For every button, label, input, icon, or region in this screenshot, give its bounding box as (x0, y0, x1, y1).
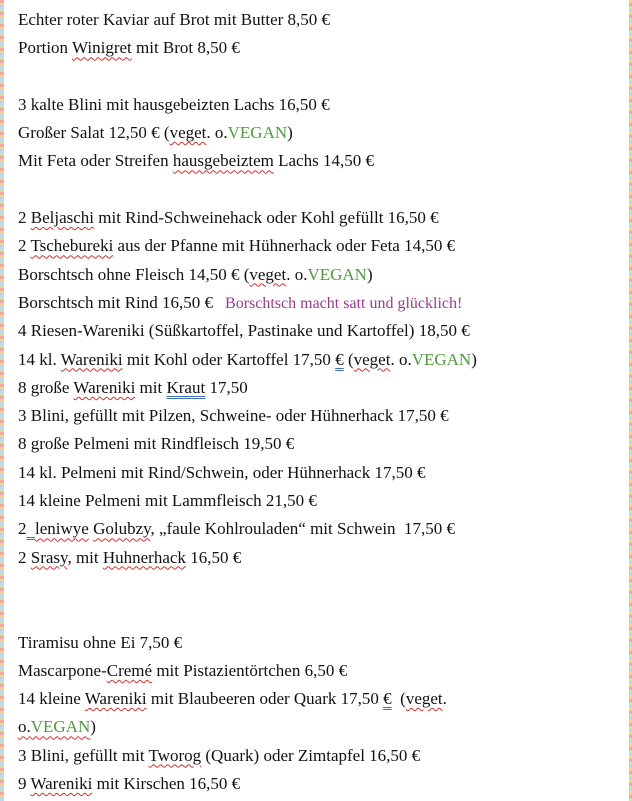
grammar-mark: Kraut (166, 377, 206, 397)
menu-item-wareniki-blaubeeren-continued (18, 713, 614, 741)
text-fragment: ) (366, 264, 373, 284)
spellcheck-word: Winigret (72, 38, 132, 58)
spellcheck-word: Beljaschi (30, 208, 95, 228)
text-fragment: Portion (18, 38, 73, 58)
menu-item-blini-pilze: 3 Blini, gefüllt mit Pilzen, Schweine- oder Hühnerhack 17,50 € (18, 406, 449, 426)
text-fragment: ( (343, 349, 354, 369)
menu-item-wareniki-kohl (18, 346, 614, 374)
menu-item-borschtsch-rind (18, 289, 614, 317)
text-fragment: 8 große (18, 377, 74, 397)
menu-item-blini-tworog (18, 742, 614, 770)
text-fragment: (Quark) oder Zimtapfel 16,50 € (201, 745, 421, 765)
menu-item-srasy (18, 544, 614, 572)
menu-item-pelmeni-klein: 14 kl. Pelmeni mit Rind/Schwein, oder Hühnerhack 17,50 € (18, 462, 426, 482)
text-fragment: 14 kleine (18, 689, 85, 709)
grammar-mark: € (335, 349, 344, 369)
spellcheck-word: Wareniki (60, 349, 123, 369)
text-fragment: 16,50 € (185, 547, 242, 567)
menu-item-wareniki-kirschen (18, 770, 614, 798)
menu-item-golubzy (18, 515, 614, 543)
vegan-label: VEGAN (227, 123, 288, 143)
page-edge-decoration-left (0, 0, 4, 801)
text-fragment: mit Kirschen 16,50 € (92, 774, 241, 794)
menu-item-feta-lachs (18, 147, 614, 175)
text-fragment: ) (287, 123, 293, 143)
spellcheck-word: veget (169, 123, 207, 143)
text-fragment: o. (18, 717, 31, 737)
text-fragment: mit Kohl oder Kartoffel 17,50 (122, 349, 336, 369)
text-fragment: 2 (18, 236, 31, 256)
text-fragment: ) (90, 717, 96, 737)
menu-item-borschtsch-ohne-fleisch (18, 261, 614, 289)
vegan-label: VEGAN (307, 264, 367, 284)
text-fragment: 9 (18, 774, 31, 794)
text-fragment: Borschtsch mit Rind 16,50 € (18, 292, 214, 312)
spellcheck-word: Srasy (30, 547, 68, 567)
text-fragment: 2 (18, 208, 31, 228)
text-fragment: 3 Blini, gefüllt mit (18, 745, 149, 765)
text-fragment: . o. (206, 123, 228, 143)
blank-line (18, 176, 614, 204)
text-fragment: . o. (286, 264, 308, 284)
spellcheck-word: Huhnerhack (102, 547, 186, 567)
text-fragment: mit Blaubeeren oder Quark 17,50 (146, 689, 384, 709)
blank-line (18, 63, 614, 91)
text-fragment: mit Pistazientörtchen 6,50 € (152, 660, 348, 680)
menu-item-kaviar: Echter roter Kaviar auf Brot mit Butter 8,50 € (18, 10, 331, 29)
text-fragment: 14 kl. (18, 349, 61, 369)
menu-item-wareniki-blaubeeren (18, 685, 614, 713)
spellcheck-word: Wareniki (84, 689, 147, 709)
text-fragment: aus der Pfanne mit Hühnerhack oder Feta 14,50 € (113, 236, 456, 256)
blank-lines (18, 572, 614, 629)
spellcheck-word: leniwye (35, 519, 89, 539)
text-fragment: ( (391, 689, 406, 709)
spellcheck-word: Wareniki (30, 774, 93, 794)
menu-item-pelmeni-rind: 8 große Pelmeni mit Rindfleisch 19,50 € (18, 434, 295, 454)
menu-item-tschebureki (18, 232, 614, 260)
text-fragment: mit Brot 8,50 € (131, 38, 240, 58)
text-fragment: Großer Salat 12,50 € ( (18, 123, 170, 143)
menu-item-beljaschi (18, 204, 614, 232)
spellcheck-word: hausgebeiztem (172, 151, 274, 171)
borschtsch-slogan: Borschtsch macht satt und glücklich! (225, 294, 463, 312)
menu-item-wareniki-kraut (18, 374, 614, 402)
menu-item-pelmeni-lamm: 14 kleine Pelmeni mit Lammfleisch 21,50 € (18, 491, 317, 511)
text-fragment: mit (135, 377, 167, 397)
text-fragment: ) (471, 349, 477, 369)
text-fragment: mit Rind-Schweinehack oder Kohl gefüllt 16,50 € (94, 208, 439, 228)
menu-item-mascarpone (18, 657, 614, 685)
text-fragment: 17,50 (205, 377, 248, 397)
spellcheck-word: Cremé (106, 660, 153, 680)
text-fragment: . (442, 689, 447, 709)
text-fragment: , „faule Kohlrouladen“ mit Schwein 17,50 € (150, 519, 456, 539)
spellcheck-word: veget (405, 689, 443, 709)
menu-item-salat (18, 119, 614, 147)
text-fragment: Borschtsch ohne Fleisch 14,50 € ( (18, 264, 250, 284)
menu-item-tiramisu: Tiramisu ohne Ei 7,50 € (18, 632, 183, 652)
spellcheck-word: Tschebureki (30, 236, 114, 256)
menu-item-blini-lachs: 3 kalte Blini mit hausgebeizten Lachs 16,50 € (18, 94, 330, 114)
spellcheck-word: veget (249, 264, 287, 284)
grammar-mark (27, 519, 36, 538)
menu-item-riesen-wareniki: 4 Riesen-Wareniki (Süßkartoffel, Pastinake und Kartoffel) 18,50 € (18, 321, 470, 341)
vegan-label: VEGAN (411, 349, 472, 369)
text-fragment: . o. (390, 349, 412, 369)
grammar-mark: € (383, 689, 392, 709)
spellcheck-word: Wareniki (73, 377, 136, 397)
text-fragment: Lachs 14,50 € (273, 151, 374, 171)
spellcheck-word: veget (353, 349, 391, 369)
menu-document (18, 6, 614, 798)
spellcheck-word: Golubzy (93, 519, 151, 539)
spellcheck-word: Tworog (148, 745, 202, 765)
menu-item-winigret (18, 34, 614, 62)
text-fragment: Mit Feta oder Streifen (18, 151, 173, 171)
spellcheck-span (18, 717, 90, 736)
text-fragment: Mascarpone- (18, 660, 107, 680)
text-fragment: 2 (18, 519, 27, 539)
text-fragment: 2 (18, 547, 31, 567)
text-fragment: , mit (67, 547, 103, 567)
vegan-label: VEGAN (30, 717, 91, 737)
